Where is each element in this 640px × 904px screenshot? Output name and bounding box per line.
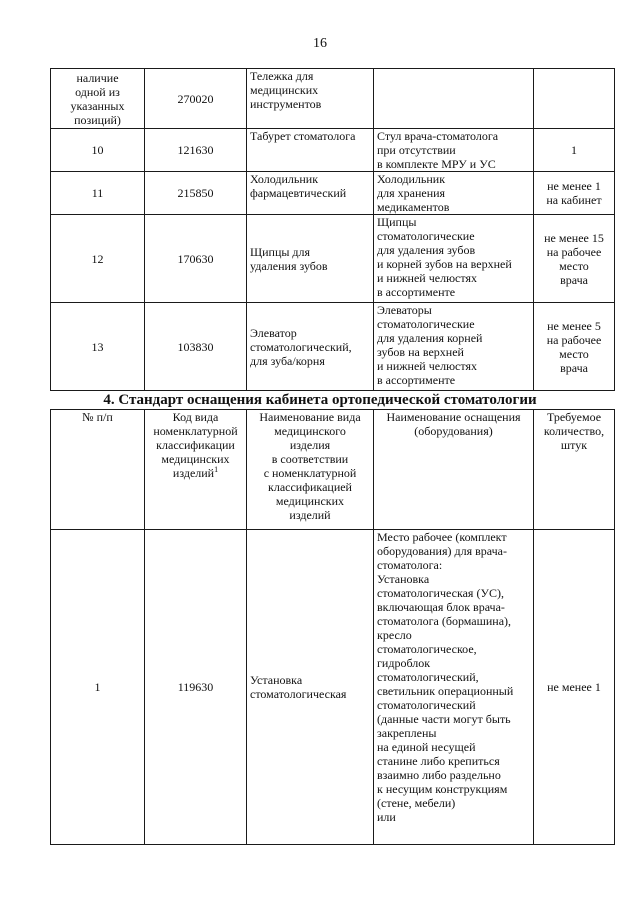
- row-code: 119630: [145, 530, 247, 845]
- row-name: [247, 530, 374, 845]
- row-quantity-line: на рабочее: [546, 244, 602, 259]
- row-equipment-line: Стул врача-стоматолога: [377, 129, 499, 143]
- header-name-line: с номенклатурной: [263, 466, 357, 480]
- row-equipment-line: стоматологические: [377, 317, 475, 331]
- header-name: [247, 410, 374, 530]
- row-equipment-line: или: [377, 810, 396, 824]
- row-quantity: [534, 303, 615, 391]
- row-name-line: стоматологическая: [250, 687, 347, 701]
- header-code-line: номенклатурной: [153, 424, 238, 438]
- row-quantity-line: 1: [571, 143, 577, 157]
- row-name: [247, 215, 374, 303]
- row-equipment-line: Щипцы: [377, 215, 417, 229]
- header-name-line: в соответствии: [271, 452, 349, 466]
- row-equipment: [374, 172, 534, 215]
- row-name-line: Табурет стоматолога: [250, 129, 356, 143]
- header-name-line: медицинских: [275, 494, 345, 508]
- row-equipment-line: Установка: [377, 572, 430, 586]
- header-equipment-line: Наименование оснащения: [386, 410, 521, 424]
- row-name: [247, 172, 374, 215]
- header-name-line: изделий: [289, 508, 331, 522]
- footnote-marker: 1: [214, 465, 219, 474]
- row-num-line: позиций): [74, 112, 121, 127]
- header-name-line: Наименование вида: [259, 410, 361, 424]
- row-num-line: указанных: [70, 98, 125, 113]
- row-equipment: [374, 303, 534, 391]
- row-num: [51, 215, 145, 303]
- row-equipment-line: и нижней челюстях: [377, 271, 477, 285]
- header-code-last-word: изделий: [172, 466, 215, 480]
- row-quantity-line: на кабинет: [546, 193, 602, 207]
- row-equipment-line: взаимно либо раздельно: [377, 768, 501, 782]
- row-equipment-line: в ассортименте: [377, 285, 456, 299]
- row-equipment-line: для хранения: [377, 186, 446, 200]
- row-quantity: не менее 1: [534, 530, 615, 845]
- row-equipment: [374, 215, 534, 303]
- row-equipment-line: в комплекте МРУ и УС: [377, 157, 496, 171]
- header-name-line: изделия: [289, 438, 331, 452]
- row-quantity-line: не менее 15: [544, 230, 604, 245]
- equipment-table-continued: [50, 68, 615, 391]
- header-quantity-line: количество,: [543, 424, 605, 438]
- row-code: 121630: [145, 129, 247, 172]
- header-equipment-line: (оборудования): [414, 424, 493, 438]
- row-quantity-line: место: [559, 258, 589, 273]
- header-quantity-line: Требуемое: [546, 410, 602, 424]
- table-row: [51, 215, 615, 303]
- row-quantity-line: врача: [560, 272, 588, 287]
- row-name-line: Элеватор: [250, 325, 297, 340]
- row-equipment-line: стоматологический,: [377, 670, 479, 684]
- row-equipment-line: Элеваторы: [377, 303, 432, 317]
- row-num: [51, 69, 145, 129]
- row-num-line: 10: [91, 143, 104, 157]
- row-name-line: стоматологический,: [250, 339, 352, 354]
- row-equipment-line: стоматологическое,: [377, 642, 477, 656]
- row-equipment-line: и корней зубов на верхней: [377, 257, 512, 271]
- row-equipment-line: медикаментов: [377, 200, 450, 214]
- row-num: 1: [51, 530, 145, 845]
- row-quantity-line: врача: [560, 360, 588, 375]
- row-name: [247, 303, 374, 391]
- row-name-line: Тележка для: [250, 69, 314, 83]
- header-equipment: [374, 410, 534, 530]
- row-num-line: 11: [91, 186, 104, 200]
- row-equipment-line: стоматологические: [377, 229, 475, 243]
- row-num-line: 12: [91, 251, 104, 266]
- row-equipment-line: включающая блок врача-: [377, 600, 505, 614]
- section-title: 4. Стандарт оснащения кабинета ортопедической стоматологии: [103, 392, 537, 408]
- row-code: 215850: [145, 172, 247, 215]
- header-code: [145, 410, 247, 530]
- row-quantity: [534, 69, 615, 129]
- row-name-line: медицинских: [250, 83, 319, 97]
- row-num: [51, 303, 145, 391]
- row-name-line: фармацевтический: [250, 186, 347, 200]
- page-number: 16: [313, 36, 327, 51]
- row-equipment-line: для удаления корней: [377, 331, 483, 345]
- row-code: 103830: [145, 303, 247, 391]
- row-name-line: Установка: [250, 673, 303, 687]
- row-quantity: [534, 172, 615, 215]
- row-equipment: [374, 530, 534, 845]
- row-name-line: удаления зубов: [250, 258, 328, 273]
- row-quantity-line: не менее 5: [547, 318, 601, 333]
- row-equipment-line: и нижней челюстях: [377, 359, 477, 373]
- row-equipment-line: стоматологическая (УС),: [377, 586, 504, 600]
- row-num: [51, 172, 145, 215]
- header-code-line: медицинских: [161, 452, 230, 466]
- row-quantity-line: место: [559, 346, 589, 361]
- table-row: [51, 129, 615, 172]
- table-row: [51, 69, 615, 129]
- row-equipment-line: Холодильник: [377, 172, 446, 186]
- row-equipment: [374, 69, 534, 129]
- row-name: [247, 129, 374, 172]
- row-name-line: инструментов: [250, 97, 322, 111]
- header-num: № п/п: [51, 410, 145, 530]
- row-equipment-line: Место рабочее (комплект: [377, 530, 507, 544]
- header-quantity-line: штук: [560, 438, 588, 452]
- row-name: [247, 69, 374, 129]
- row-equipment-line: стоматолога (бормашина),: [377, 614, 512, 628]
- header-code-line: Код вида: [172, 410, 219, 424]
- row-equipment-line: зубов на верхней: [377, 345, 464, 359]
- row-equipment-line: на единой несущей: [377, 740, 476, 754]
- row-equipment-line: закреплены: [377, 726, 437, 740]
- row-equipment-line: светильник операционный: [377, 684, 514, 698]
- row-quantity-line: не менее 1: [547, 179, 601, 193]
- row-equipment-line: стоматологический: [377, 698, 476, 712]
- header-code-line: [148, 466, 243, 480]
- row-equipment-line: для удаления зубов: [377, 243, 476, 257]
- row-equipment: [374, 129, 534, 172]
- table-row: [51, 530, 615, 845]
- row-code: 270020: [145, 69, 247, 129]
- row-equipment-line: оборудования) для врача-: [377, 544, 507, 558]
- row-name-line: для зуба/корня: [250, 353, 325, 368]
- row-equipment-line: (данные части могут быть: [377, 712, 511, 726]
- row-equipment-line: станине либо крепиться: [377, 754, 500, 768]
- row-num-line: одной из: [75, 84, 120, 99]
- header-code-line: классификации: [156, 438, 235, 452]
- orthopedic-equipment-table: [50, 409, 615, 845]
- header-quantity: [534, 410, 615, 530]
- row-name-line: Щипцы для: [250, 244, 311, 259]
- row-num-line: 13: [91, 339, 104, 354]
- header-name-line: классификацией: [268, 480, 352, 494]
- header-name-line: медицинского: [274, 424, 346, 438]
- table-row: [51, 172, 615, 215]
- row-equipment-line: кресло: [377, 628, 412, 642]
- row-quantity-line: на рабочее: [546, 332, 602, 347]
- row-name-line: Холодильник: [250, 172, 319, 186]
- row-quantity: [534, 215, 615, 303]
- row-equipment-line: гидроблок: [377, 656, 431, 670]
- row-equipment-line: при отсутствии: [377, 143, 456, 157]
- row-equipment-line: (стене, мебели): [377, 796, 456, 810]
- table-header-row: [51, 410, 615, 530]
- row-num-line: наличие: [76, 70, 119, 85]
- row-equipment-line: в ассортименте: [377, 373, 456, 387]
- row-code: 170630: [145, 215, 247, 303]
- table-row: [51, 303, 615, 391]
- row-quantity: [534, 129, 615, 172]
- row-num: [51, 129, 145, 172]
- row-equipment-line: к несущим конструкциям: [377, 782, 508, 796]
- row-equipment-line: стоматолога:: [377, 558, 443, 572]
